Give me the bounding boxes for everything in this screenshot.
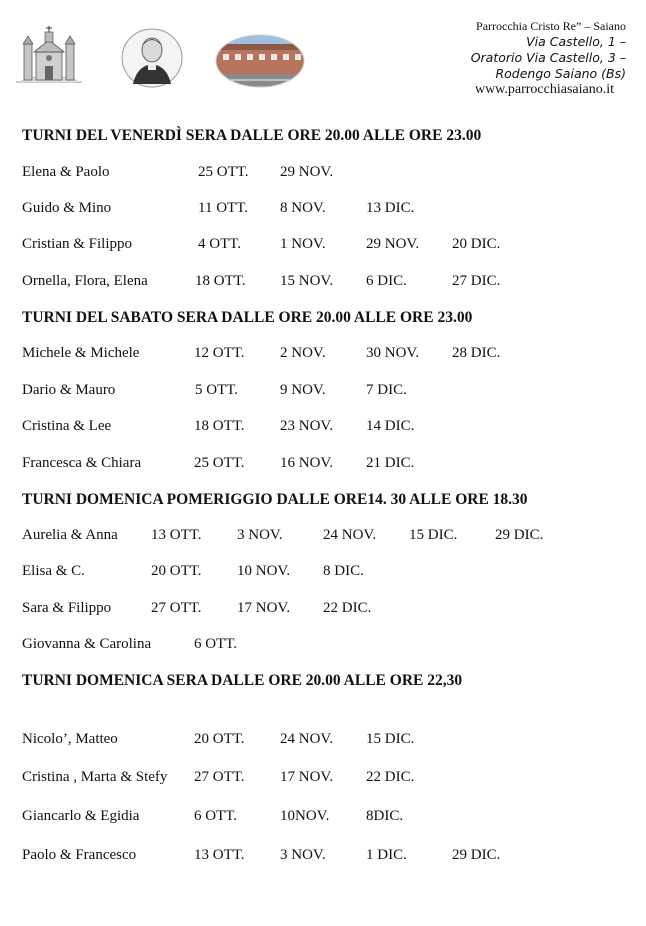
- shift-date: 8DIC.: [366, 808, 404, 824]
- shift-date: 13 OTT.: [194, 847, 245, 863]
- parish-website: www.parrocchiasaiano.it: [474, 82, 614, 97]
- shift-date: 18 OTT.: [195, 273, 246, 289]
- shift-date: 7 DIC.: [366, 382, 407, 398]
- shift-names: Dario & Mauro: [22, 382, 116, 398]
- shift-names: Aurelia & Anna: [22, 527, 118, 543]
- shift-names: Francesca & Chiara: [22, 455, 142, 471]
- shift-date: 10NOV.: [280, 808, 330, 824]
- shift-names: Cristina , Marta & Stefy: [22, 769, 168, 785]
- shift-date: 29 DIC.: [452, 847, 501, 863]
- shift-date: 29 NOV.: [366, 236, 420, 252]
- shift-names: Sara & Filippo: [22, 600, 112, 616]
- section-title-friday: TURNI DEL VENERDÌ SERA DALLE ORE 20.00 ALLE ORE 23.00: [22, 127, 482, 144]
- shift-date: 3 NOV.: [237, 527, 283, 543]
- shift-date: 29 DIC.: [495, 527, 544, 543]
- shift-date: 5 OTT.: [195, 382, 239, 398]
- shift-date: 13 OTT.: [151, 527, 202, 543]
- shift-date: 6 OTT.: [194, 808, 238, 824]
- shift-date: 22 DIC.: [366, 769, 415, 785]
- section-title-sunday-afternoon: TURNI DOMENICA POMERIGGIO DALLE ORE14. 30 ALLE ORE 18.30: [22, 491, 528, 508]
- shift-date: 29 NOV.: [280, 164, 334, 180]
- shift-names: Elisa & C.: [22, 563, 85, 579]
- shift-names: Cristian & Filippo: [22, 236, 133, 252]
- shift-date: 27 DIC.: [452, 273, 501, 289]
- shift-names: Nicolo’, Matteo: [22, 731, 118, 747]
- shift-date: 21 DIC.: [366, 455, 415, 471]
- shift-date: 22 DIC.: [323, 600, 372, 616]
- shift-date: 10 NOV.: [237, 563, 291, 579]
- shift-date: 24 NOV.: [280, 731, 334, 747]
- section-title-sunday-evening: TURNI DOMENICA SERA DALLE ORE 20.00 ALLE ORE 22,30: [22, 672, 463, 689]
- shift-date: 17 NOV.: [237, 600, 291, 616]
- shift-names: Paolo & Francesco: [22, 847, 137, 863]
- shift-date: 8 DIC.: [323, 563, 364, 579]
- shift-names: Guido & Mino: [22, 200, 112, 216]
- saint-portrait-image: [121, 28, 183, 88]
- shift-date: 11 OTT.: [198, 200, 248, 216]
- shift-date: 18 OTT.: [194, 418, 245, 434]
- shift-names: Giancarlo & Egidia: [22, 808, 140, 824]
- shift-date: 15 NOV.: [280, 273, 334, 289]
- shift-names: Ornella, Flora, Elena: [22, 273, 148, 289]
- shift-date: 23 NOV.: [280, 418, 334, 434]
- shift-date: 1 DIC.: [366, 847, 407, 863]
- shift-date: 20 DIC.: [452, 236, 501, 252]
- address-line-3: Rodengo Saiano (Bs): [495, 66, 626, 81]
- shift-date: 6 OTT.: [194, 636, 238, 652]
- shift-date: 25 OTT.: [198, 164, 249, 180]
- parish-name: Parrocchia Cristo Re” – Saiano: [476, 19, 626, 33]
- shift-date: 4 OTT.: [198, 236, 242, 252]
- shift-names: Cristina & Lee: [22, 418, 112, 434]
- shift-date: 2 NOV.: [280, 345, 326, 361]
- shift-date: 17 NOV.: [280, 769, 334, 785]
- shift-date: 27 OTT.: [194, 769, 245, 785]
- shift-date: 25 OTT.: [194, 455, 245, 471]
- shift-date: 20 OTT.: [194, 731, 245, 747]
- shift-date: 8 NOV.: [280, 200, 326, 216]
- shift-date: 3 NOV.: [280, 847, 326, 863]
- shift-names: Giovanna & Carolina: [22, 636, 152, 652]
- shift-date: 1 NOV.: [280, 236, 326, 252]
- shift-date: 30 NOV.: [366, 345, 420, 361]
- section-title-saturday: TURNI DEL SABATO SERA DALLE ORE 20.00 ALLE ORE 23.00: [22, 309, 473, 326]
- church-logo-image: [14, 24, 84, 86]
- shift-names: Michele & Michele: [22, 345, 140, 361]
- shift-date: 12 OTT.: [194, 345, 245, 361]
- shift-date: 20 OTT.: [151, 563, 202, 579]
- shift-date: 16 NOV.: [280, 455, 334, 471]
- address-line-1: Via Castello, 1 –: [526, 34, 626, 49]
- shift-date: 24 NOV.: [323, 527, 377, 543]
- address-line-2: Oratorio Via Castello, 3 –: [470, 50, 626, 65]
- shift-date: 14 DIC.: [366, 418, 415, 434]
- parish-address-block: [471, 18, 626, 98]
- shift-date: 6 DIC.: [366, 273, 407, 289]
- shift-date: 13 DIC.: [366, 200, 415, 216]
- shift-names: Elena & Paolo: [22, 164, 110, 180]
- shift-date: 15 DIC.: [409, 527, 458, 543]
- oratory-building-image: [215, 34, 305, 88]
- shift-date: 15 DIC.: [366, 731, 415, 747]
- shift-date: 9 NOV.: [280, 382, 326, 398]
- shift-date: 27 OTT.: [151, 600, 202, 616]
- shift-date: 28 DIC.: [452, 345, 501, 361]
